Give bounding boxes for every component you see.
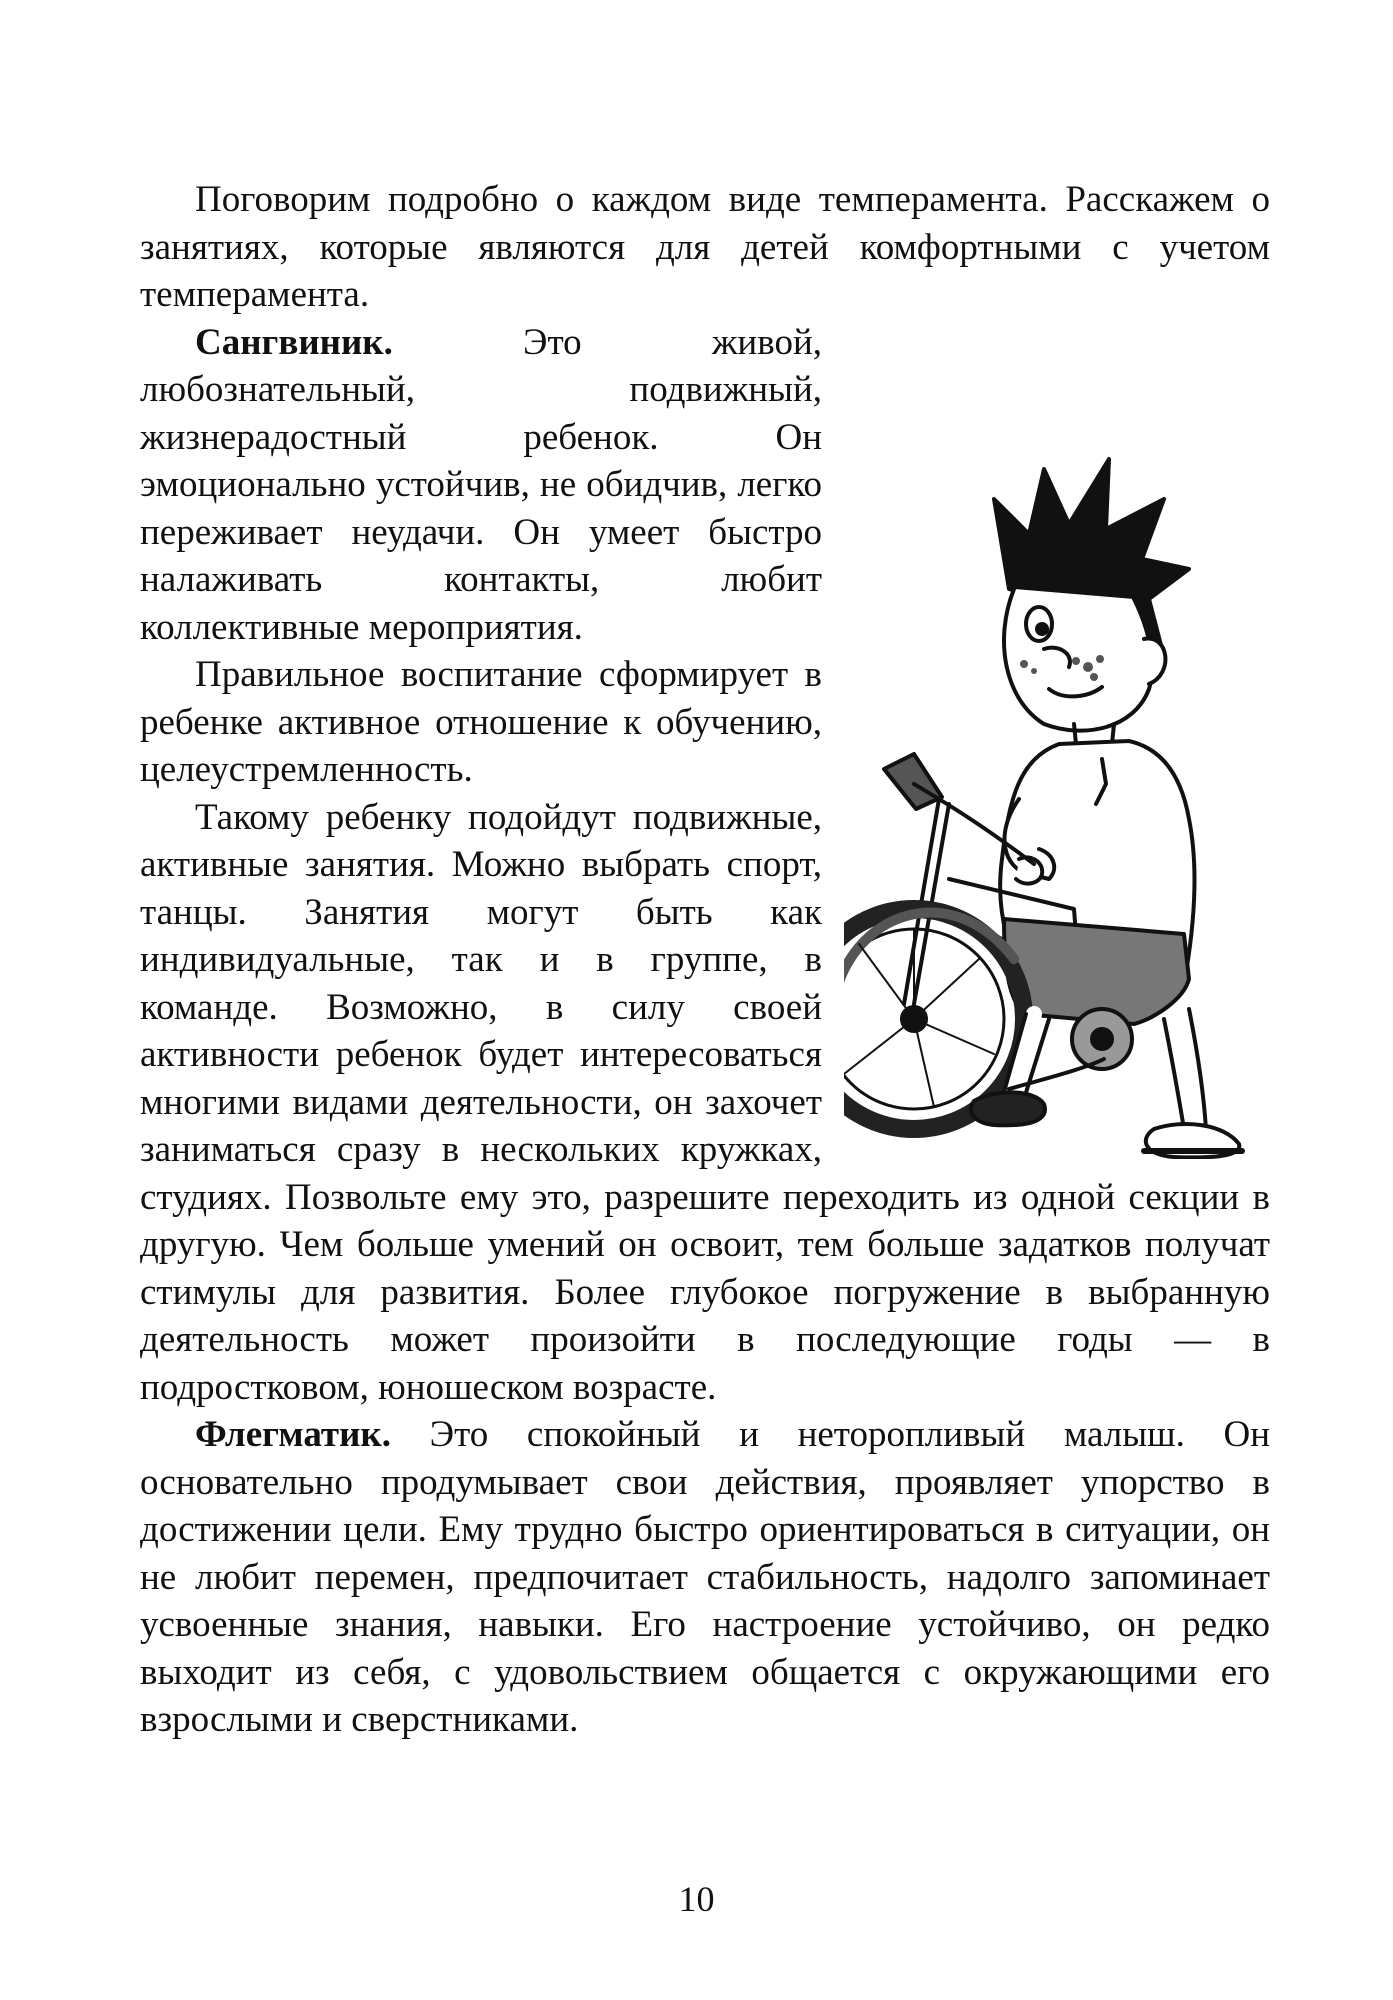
term-phlegmatic: Флегматик. (195, 1414, 391, 1455)
paragraph-intro: Поговорим подробно о каждом виде темперамента. Расскажем о занятиях, которые являются для детей комфортными с учетом темперамента. (140, 179, 1270, 315)
paragraph-activities: Такому ребенку подойдут подвижные, активные занятия. Можно выбрать спорт, танцы. Занятия могут быть как индивидуальные, так и в группе, в команде. Возможно, в силу своей активности ребенок будет интересоваться многими видами деятельности, он захочет заниматься сразу в нескольких кружках, студиях. Позвольте ему это, разрешите переходить из одной секции в другую. Чем больше умений он освоит, тем больше задатков получат стимулы для развития. Более глубокое погружение в выбранную деятельность может произойти в последующие годы — в подростковом, юношеском возрасте. (140, 796, 1270, 1408)
page-number: 10 (678, 1879, 715, 1919)
paragraph-upbringing: Правильное воспитание сформирует в ребенке активное отношение к обучению, целеустремленность. (140, 654, 822, 790)
boy-on-bicycle-illustration (844, 439, 1274, 1159)
paragraph-phlegmatic: Флегматик. Это спокойный и неторопливый малыш. Он основательно продумывает свои действия, проявляет упорство в достижении цели. Ему трудно быстро ориентироваться в ситуации, он не любит перемен, предпочитает стабильность, надолго запоминает усвоенные знания, навыки. Его настроение устойчиво, он редко выходит из себя, с удовольствием общается с окружающими его взрослыми и сверстниками. (140, 1414, 1270, 1740)
body-text (140, 176, 1270, 1744)
paragraph-sanguine: Сангвиник. Это живой, любознательный, подвижный, жизнерадостный ребенок. Он эмоционально устойчив, не обидчив, легко переживает неудачи. Он умеет быстро налаживать контакты, любит коллективные мероприятия. (140, 321, 822, 648)
term-sanguine: Сангвиник. (195, 321, 393, 363)
